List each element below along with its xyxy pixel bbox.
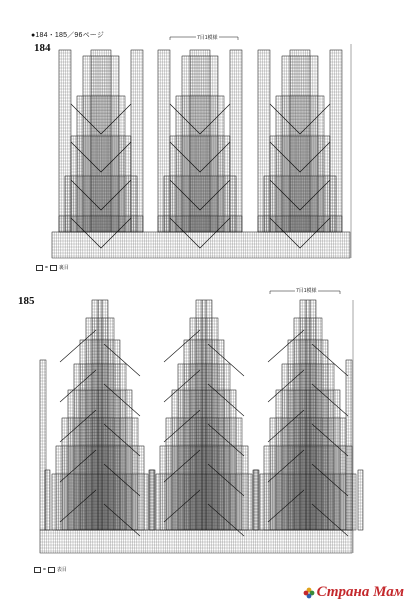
legend-meaning: 表目 [56,567,67,573]
watermark-text: Страна Мам [316,584,404,600]
repeat-label-184: 7目1模様 [197,35,218,41]
watermark [303,584,404,601]
grid-lines-184 [52,50,350,258]
page-header: ●184・185／96ページ [31,32,105,39]
legend-symbol-box [36,265,43,271]
grid-block-184 [52,232,350,258]
repeat-label-185: 7目1模様 [296,288,317,294]
grid-block-185 [346,360,352,530]
legend-equals: = [45,264,48,271]
legend-meaning: 裏目 [58,265,69,271]
grid-block-185 [40,530,352,553]
chart-number-185: 185 [18,295,35,307]
legend-symbol-box [50,265,57,271]
legend-184 [36,264,69,271]
chart-number-184: 184 [34,42,51,54]
legend-symbol-box [34,567,41,573]
legend-symbol-box [48,567,55,573]
legend-equals: = [43,566,46,573]
legend-185 [34,566,67,573]
flower-icon [303,587,315,599]
